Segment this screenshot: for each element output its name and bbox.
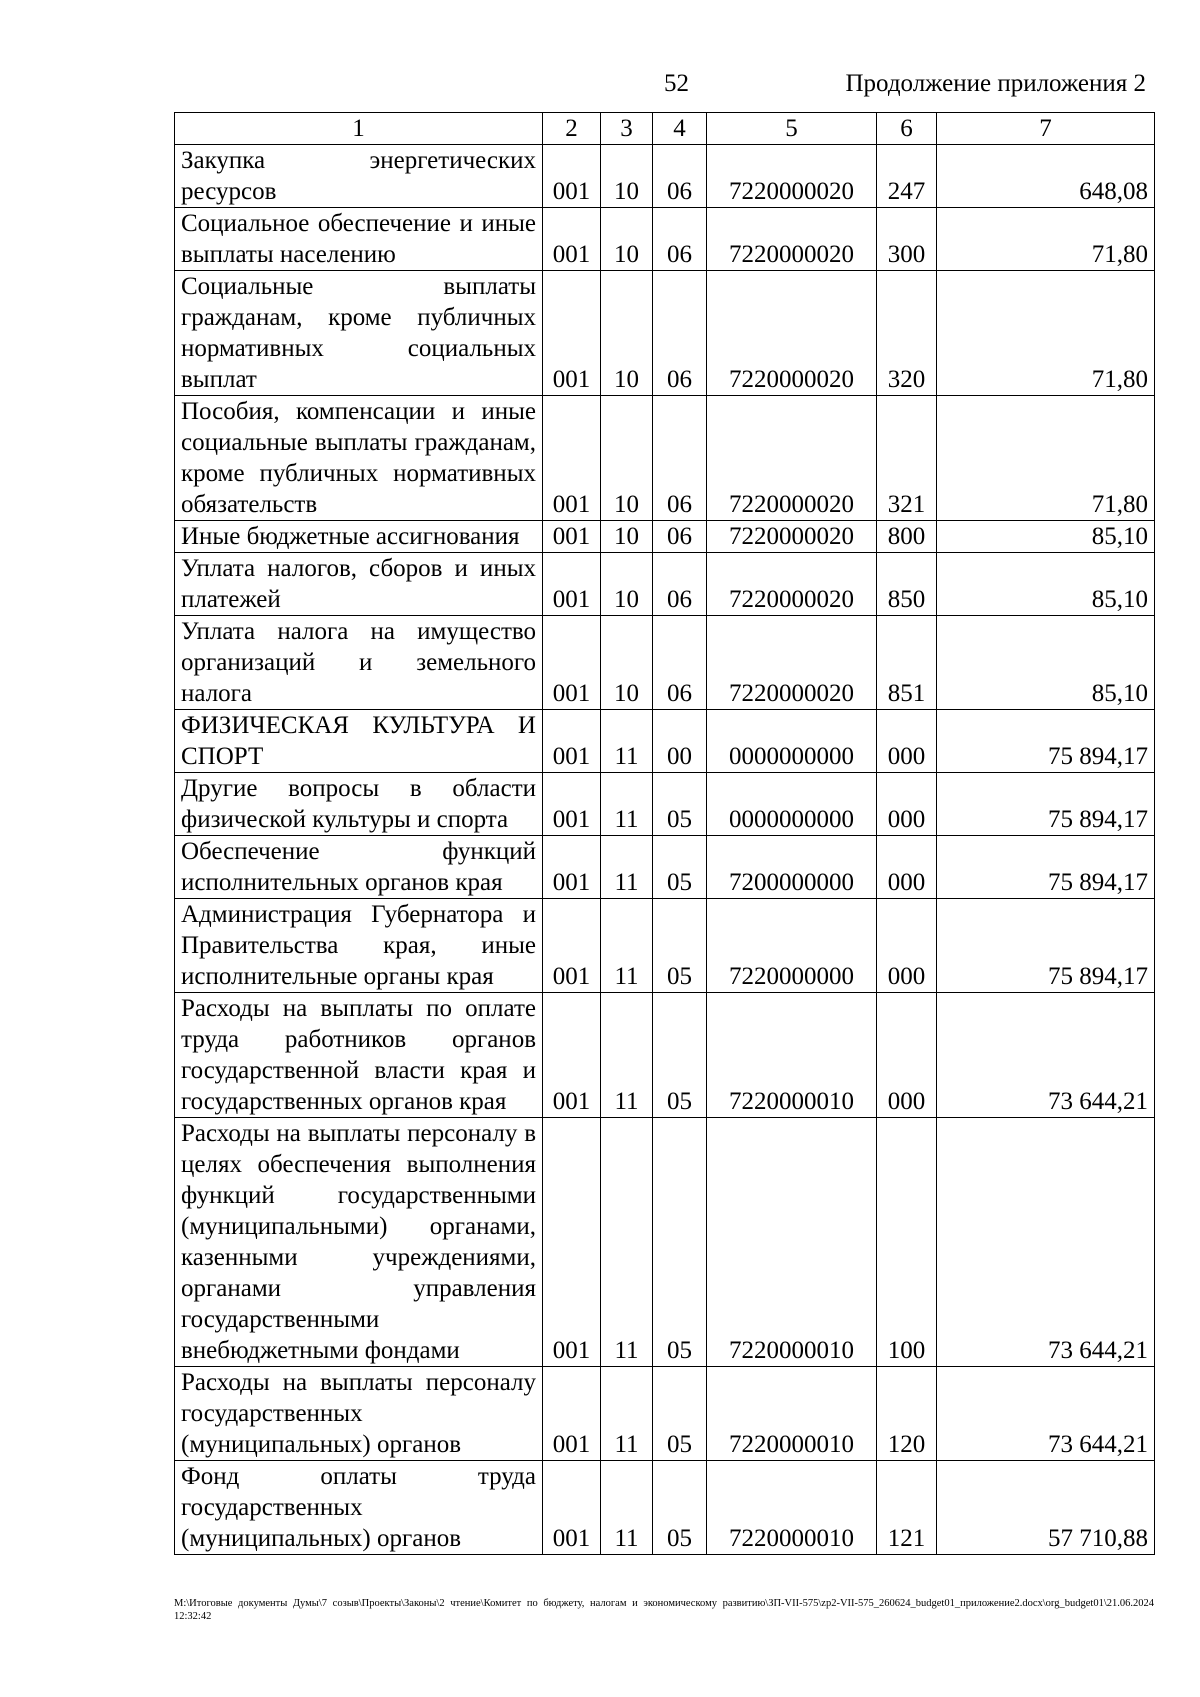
document-path-footer: M:\Итоговые документы Думы\7 созыв\Проекты\Законы\2 чтение\Комитет по бюджету, налогам и экономическому развитию\ЗП-VII-575\zp2-VII-575_260624_budget01_приложение2.docx\org_budget01\21.06.2024 12:32:42 <box>174 1598 1154 1622</box>
code-target-article: 7220000000 <box>707 899 877 993</box>
row-description: Закупка энергетических ресурсов <box>175 145 543 208</box>
code-subsection: 05 <box>653 899 707 993</box>
code-section: 11 <box>601 899 653 993</box>
row-amount: 648,08 <box>937 145 1155 208</box>
code-target-article: 7220000010 <box>707 1367 877 1461</box>
code-expense-type: 121 <box>877 1461 937 1555</box>
row-amount: 71,80 <box>937 208 1155 271</box>
code-admin: 001 <box>543 836 601 899</box>
code-subsection: 06 <box>653 396 707 521</box>
code-expense-type: 321 <box>877 396 937 521</box>
row-amount: 75 894,17 <box>937 899 1155 993</box>
column-header: 6 <box>877 113 937 145</box>
code-section: 11 <box>601 1367 653 1461</box>
code-expense-type: 320 <box>877 271 937 396</box>
code-admin: 001 <box>543 396 601 521</box>
code-target-article: 7220000020 <box>707 208 877 271</box>
code-target-article: 7200000000 <box>707 836 877 899</box>
column-header: 2 <box>543 113 601 145</box>
row-description: Другие вопросы в области физической культуры и спорта <box>175 773 543 836</box>
code-expense-type: 300 <box>877 208 937 271</box>
code-section: 10 <box>601 145 653 208</box>
code-subsection: 05 <box>653 836 707 899</box>
row-amount: 85,10 <box>937 553 1155 616</box>
row-amount: 85,10 <box>937 521 1155 553</box>
row-description: Пособия, компенсации и иные социальные выплаты гражданам, кроме публичных нормативных обязательств <box>175 396 543 521</box>
code-section: 10 <box>601 553 653 616</box>
page-number: 52 <box>664 70 689 97</box>
code-subsection: 05 <box>653 1367 707 1461</box>
table-row <box>175 836 1155 899</box>
code-subsection: 06 <box>653 616 707 710</box>
code-admin: 001 <box>543 208 601 271</box>
code-section: 10 <box>601 521 653 553</box>
column-header: 7 <box>937 113 1155 145</box>
table-row <box>175 1367 1155 1461</box>
code-expense-type: 000 <box>877 710 937 773</box>
budget-table <box>174 112 1155 1555</box>
table-row <box>175 145 1155 208</box>
code-admin: 001 <box>543 773 601 836</box>
table-row <box>175 899 1155 993</box>
table-row <box>175 521 1155 553</box>
table-row <box>175 773 1155 836</box>
code-section: 10 <box>601 616 653 710</box>
code-target-article: 7220000020 <box>707 396 877 521</box>
code-subsection: 06 <box>653 553 707 616</box>
code-expense-type: 100 <box>877 1118 937 1367</box>
code-section: 10 <box>601 271 653 396</box>
column-header: 4 <box>653 113 707 145</box>
row-description: Обеспечение функций исполнительных органов края <box>175 836 543 899</box>
code-subsection: 05 <box>653 773 707 836</box>
table-row <box>175 1118 1155 1367</box>
table-body <box>175 145 1155 1555</box>
table-row <box>175 710 1155 773</box>
continuation-title: Продолжение приложения 2 <box>845 70 1146 97</box>
row-description: Социальное обеспечение и иные выплаты населению <box>175 208 543 271</box>
code-section: 11 <box>601 1461 653 1555</box>
row-description: Уплата налога на имущество организаций и земельного налога <box>175 616 543 710</box>
table-row <box>175 396 1155 521</box>
table-row <box>175 1461 1155 1555</box>
code-target-article: 7220000010 <box>707 1118 877 1367</box>
code-expense-type: 000 <box>877 836 937 899</box>
code-admin: 001 <box>543 993 601 1118</box>
row-amount: 85,10 <box>937 616 1155 710</box>
table-row <box>175 616 1155 710</box>
code-subsection: 05 <box>653 993 707 1118</box>
code-section: 11 <box>601 773 653 836</box>
code-expense-type: 000 <box>877 773 937 836</box>
code-target-article: 0000000000 <box>707 773 877 836</box>
code-target-article: 7220000020 <box>707 271 877 396</box>
code-expense-type: 000 <box>877 899 937 993</box>
code-section: 11 <box>601 993 653 1118</box>
code-target-article: 0000000000 <box>707 710 877 773</box>
code-admin: 001 <box>543 271 601 396</box>
code-target-article: 7220000020 <box>707 145 877 208</box>
code-admin: 001 <box>543 1367 601 1461</box>
code-expense-type: 800 <box>877 521 937 553</box>
row-description: Иные бюджетные ассигнования <box>175 521 543 553</box>
row-description: Уплата налогов, сборов и иных платежей <box>175 553 543 616</box>
code-expense-type: 247 <box>877 145 937 208</box>
column-header: 3 <box>601 113 653 145</box>
row-amount: 73 644,21 <box>937 993 1155 1118</box>
code-expense-type: 850 <box>877 553 937 616</box>
row-amount: 73 644,21 <box>937 1367 1155 1461</box>
row-description: Расходы на выплаты персоналу государственных (муниципальных) органов <box>175 1367 543 1461</box>
code-section: 11 <box>601 836 653 899</box>
code-section: 11 <box>601 1118 653 1367</box>
code-admin: 001 <box>543 616 601 710</box>
code-target-article: 7220000020 <box>707 553 877 616</box>
row-description: Фонд оплаты труда государственных (муниципальных) органов <box>175 1461 543 1555</box>
code-admin: 001 <box>543 553 601 616</box>
code-admin: 001 <box>543 710 601 773</box>
row-amount: 71,80 <box>937 396 1155 521</box>
code-expense-type: 120 <box>877 1367 937 1461</box>
row-description: Администрация Губернатора и Правительства края, иные исполнительные органы края <box>175 899 543 993</box>
column-header: 1 <box>175 113 543 145</box>
code-expense-type: 000 <box>877 993 937 1118</box>
table-row <box>175 271 1155 396</box>
row-amount: 57 710,88 <box>937 1461 1155 1555</box>
row-amount: 73 644,21 <box>937 1118 1155 1367</box>
code-expense-type: 851 <box>877 616 937 710</box>
table-row <box>175 993 1155 1118</box>
code-section: 10 <box>601 208 653 271</box>
code-admin: 001 <box>543 145 601 208</box>
code-admin: 001 <box>543 521 601 553</box>
row-description: Расходы на выплаты персоналу в целях обеспечения выполнения функций государственными (муниципальными) органами, казенными учреждениями, органами управления государственными внебюджетными фондами <box>175 1118 543 1367</box>
code-section: 11 <box>601 710 653 773</box>
row-amount: 75 894,17 <box>937 836 1155 899</box>
code-admin: 001 <box>543 899 601 993</box>
code-target-article: 7220000010 <box>707 993 877 1118</box>
row-amount: 75 894,17 <box>937 773 1155 836</box>
code-admin: 001 <box>543 1461 601 1555</box>
column-header: 5 <box>707 113 877 145</box>
row-amount: 75 894,17 <box>937 710 1155 773</box>
code-subsection: 06 <box>653 521 707 553</box>
row-amount: 71,80 <box>937 271 1155 396</box>
row-description: Социальные выплаты гражданам, кроме публичных нормативных социальных выплат <box>175 271 543 396</box>
code-target-article: 7220000020 <box>707 521 877 553</box>
code-subsection: 05 <box>653 1461 707 1555</box>
code-target-article: 7220000010 <box>707 1461 877 1555</box>
code-admin: 001 <box>543 1118 601 1367</box>
code-section: 10 <box>601 396 653 521</box>
code-subsection: 06 <box>653 208 707 271</box>
table-row <box>175 208 1155 271</box>
code-target-article: 7220000020 <box>707 616 877 710</box>
code-subsection: 06 <box>653 145 707 208</box>
code-subsection: 06 <box>653 271 707 396</box>
code-subsection: 05 <box>653 1118 707 1367</box>
row-description: ФИЗИЧЕСКАЯ КУЛЬТУРА И СПОРТ <box>175 710 543 773</box>
row-description: Расходы на выплаты по оплате труда работников органов государственной власти края и государственных органов края <box>175 993 543 1118</box>
table-row <box>175 553 1155 616</box>
column-number-row <box>175 113 1155 145</box>
code-subsection: 00 <box>653 710 707 773</box>
